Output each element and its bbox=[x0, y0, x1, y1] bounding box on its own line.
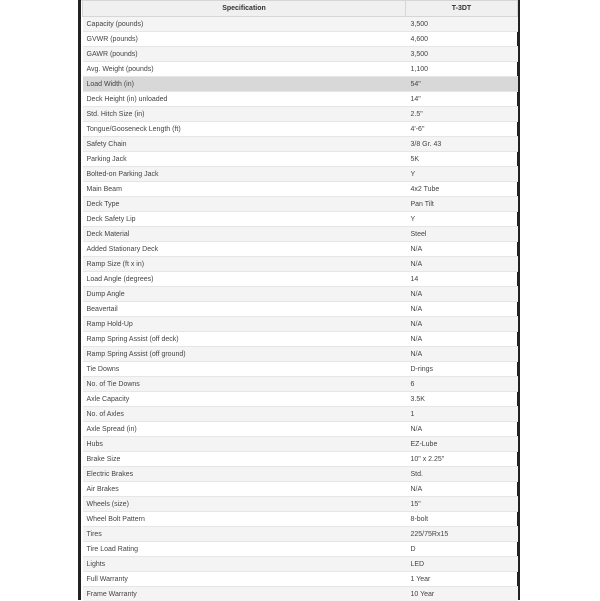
spec-label: Deck Height (in) unloaded bbox=[83, 92, 406, 107]
table-row bbox=[83, 407, 518, 422]
spec-label: Electric Brakes bbox=[83, 467, 406, 482]
spec-value: 4'-6" bbox=[406, 122, 518, 137]
spec-label: Tires bbox=[83, 527, 406, 542]
table-row bbox=[83, 422, 518, 437]
spec-value: 1,100 bbox=[406, 62, 518, 77]
spec-label: Ramp Size (ft x in) bbox=[83, 257, 406, 272]
spec-label: Axle Spread (in) bbox=[83, 422, 406, 437]
header-row bbox=[83, 1, 518, 17]
table-row bbox=[83, 317, 518, 332]
header-model: T-3DT bbox=[406, 1, 518, 17]
spec-label: Brake Size bbox=[83, 452, 406, 467]
spec-label: Avg. Weight (pounds) bbox=[83, 62, 406, 77]
spec-label: Capacity (pounds) bbox=[83, 17, 406, 32]
spec-value: 3,500 bbox=[406, 47, 518, 62]
spec-label: GAWR (pounds) bbox=[83, 47, 406, 62]
table-row bbox=[83, 212, 518, 227]
spec-value: 54" bbox=[406, 77, 518, 92]
table-row bbox=[83, 437, 518, 452]
table-row bbox=[83, 287, 518, 302]
spec-label: Air Brakes bbox=[83, 482, 406, 497]
spec-value: N/A bbox=[406, 332, 518, 347]
table-row bbox=[83, 332, 518, 347]
table-row bbox=[83, 377, 518, 392]
spec-label: No. of Axles bbox=[83, 407, 406, 422]
table-row bbox=[83, 137, 518, 152]
spec-value: 1 bbox=[406, 407, 518, 422]
table-row bbox=[83, 542, 518, 557]
spec-label: Bolted-on Parking Jack bbox=[83, 167, 406, 182]
spec-value: 3.5K bbox=[406, 392, 518, 407]
table-row bbox=[83, 257, 518, 272]
spec-label: Tongue/Gooseneck Length (ft) bbox=[83, 122, 406, 137]
spec-label: Ramp Hold-Up bbox=[83, 317, 406, 332]
spec-label: Ramp Spring Assist (off deck) bbox=[83, 332, 406, 347]
spec-value: N/A bbox=[406, 302, 518, 317]
spec-value: 15" bbox=[406, 497, 518, 512]
table-row bbox=[83, 392, 518, 407]
spec-value: N/A bbox=[406, 287, 518, 302]
spec-value: 4x2 Tube bbox=[406, 182, 518, 197]
spec-value: Y bbox=[406, 167, 518, 182]
table-row bbox=[83, 242, 518, 257]
spec-value: Steel bbox=[406, 227, 518, 242]
spec-value: N/A bbox=[406, 257, 518, 272]
spec-value: 2.5" bbox=[406, 107, 518, 122]
spec-value: N/A bbox=[406, 317, 518, 332]
table-row bbox=[83, 62, 518, 77]
spec-label: Tire Load Rating bbox=[83, 542, 406, 557]
table-row bbox=[83, 32, 518, 47]
table-row bbox=[83, 182, 518, 197]
spec-value: LED bbox=[406, 557, 518, 572]
table-row bbox=[83, 167, 518, 182]
spec-label: Axle Capacity bbox=[83, 392, 406, 407]
spec-table bbox=[82, 0, 518, 601]
spec-value: Pan Tilt bbox=[406, 197, 518, 212]
spec-value: 6 bbox=[406, 377, 518, 392]
spec-value: 14" bbox=[406, 92, 518, 107]
table-row bbox=[83, 17, 518, 32]
spec-label: Ramp Spring Assist (off ground) bbox=[83, 347, 406, 362]
spec-label: Tie Downs bbox=[83, 362, 406, 377]
table-row bbox=[83, 197, 518, 212]
spec-value: 5K bbox=[406, 152, 518, 167]
table-row bbox=[83, 587, 518, 601]
spec-label: Frame Warranty bbox=[83, 587, 406, 601]
spec-value: N/A bbox=[406, 347, 518, 362]
table-row bbox=[83, 302, 518, 317]
spec-label: Lights bbox=[83, 557, 406, 572]
table-row bbox=[83, 557, 518, 572]
spec-label: Deck Safety Lip bbox=[83, 212, 406, 227]
spec-value: D-rings bbox=[406, 362, 518, 377]
table-row bbox=[83, 347, 518, 362]
spec-value: 3,500 bbox=[406, 17, 518, 32]
spec-table-frame bbox=[78, 0, 520, 600]
spec-value: 10" x 2.25" bbox=[406, 452, 518, 467]
left-border bbox=[78, 0, 81, 600]
spec-value: Y bbox=[406, 212, 518, 227]
spec-label: Parking Jack bbox=[83, 152, 406, 167]
spec-value: 1 Year bbox=[406, 572, 518, 587]
spec-value: 8-bolt bbox=[406, 512, 518, 527]
spec-label: Added Stationary Deck bbox=[83, 242, 406, 257]
table-row bbox=[83, 527, 518, 542]
spec-label: Dump Angle bbox=[83, 287, 406, 302]
header-specification: Specification bbox=[83, 1, 406, 17]
table-row bbox=[83, 272, 518, 287]
spec-label: Full Warranty bbox=[83, 572, 406, 587]
table-row bbox=[83, 122, 518, 137]
spec-label: Main Beam bbox=[83, 182, 406, 197]
spec-value: N/A bbox=[406, 422, 518, 437]
table-row bbox=[83, 497, 518, 512]
table-row bbox=[83, 77, 518, 92]
spec-value: 14 bbox=[406, 272, 518, 287]
table-row bbox=[83, 92, 518, 107]
table-row bbox=[83, 227, 518, 242]
table-row bbox=[83, 362, 518, 377]
spec-label: GVWR (pounds) bbox=[83, 32, 406, 47]
spec-label: Beavertail bbox=[83, 302, 406, 317]
spec-label: Deck Type bbox=[83, 197, 406, 212]
table-row bbox=[83, 512, 518, 527]
table-row bbox=[83, 452, 518, 467]
spec-label: No. of Tie Downs bbox=[83, 377, 406, 392]
spec-label: Wheel Bolt Pattern bbox=[83, 512, 406, 527]
table-row bbox=[83, 467, 518, 482]
spec-value: 4,600 bbox=[406, 32, 518, 47]
spec-value: N/A bbox=[406, 482, 518, 497]
table-row bbox=[83, 107, 518, 122]
spec-label: Safety Chain bbox=[83, 137, 406, 152]
table-row bbox=[83, 572, 518, 587]
spec-value: N/A bbox=[406, 242, 518, 257]
spec-label: Hubs bbox=[83, 437, 406, 452]
spec-value: Std. bbox=[406, 467, 518, 482]
spec-label: Load Width (in) bbox=[83, 77, 406, 92]
spec-table-body bbox=[83, 17, 518, 601]
spec-label: Std. Hitch Size (in) bbox=[83, 107, 406, 122]
spec-value: D bbox=[406, 542, 518, 557]
spec-value: EZ-Lube bbox=[406, 437, 518, 452]
spec-value: 225/75Rx15 bbox=[406, 527, 518, 542]
spec-label: Wheels (size) bbox=[83, 497, 406, 512]
table-row bbox=[83, 152, 518, 167]
table-row bbox=[83, 482, 518, 497]
spec-value: 10 Year bbox=[406, 587, 518, 601]
table-row bbox=[83, 47, 518, 62]
spec-label: Load Angle (degrees) bbox=[83, 272, 406, 287]
spec-label: Deck Material bbox=[83, 227, 406, 242]
spec-value: 3/8 Gr. 43 bbox=[406, 137, 518, 152]
